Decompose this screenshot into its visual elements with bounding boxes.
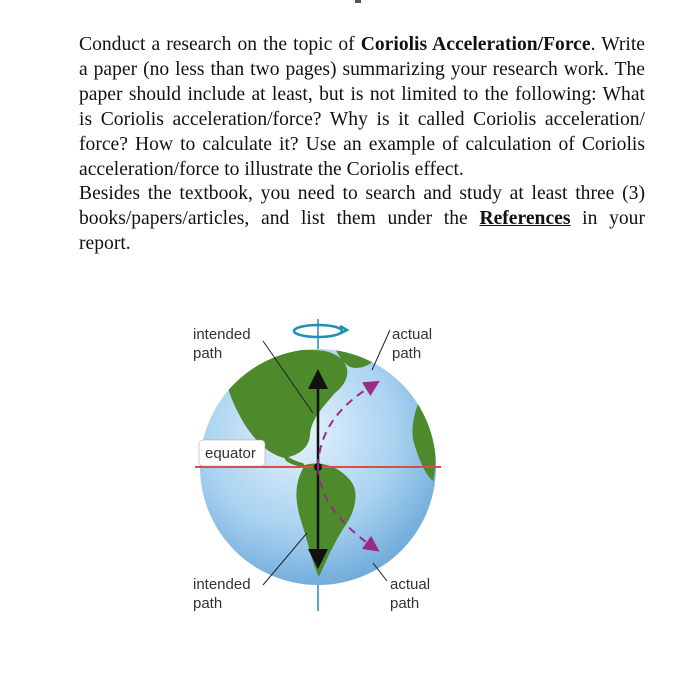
references-intro: Besides the textbook, you need to search and study at least three (3) books/papers/articles, and list them under the: [79, 183, 645, 230]
assignment-text: [79, 33, 645, 257]
label-actual-top: actual path: [392, 326, 433, 362]
coriolis-figure: [185, 315, 450, 620]
label-intended-bottom: intended path: [193, 576, 251, 612]
label-intended-top: intended path: [193, 326, 251, 362]
label-actual-bottom: actual path: [390, 576, 431, 612]
page-top-fragment: [355, 0, 361, 3]
topic-title: Coriolis Acceleration/Force: [360, 34, 591, 55]
paragraph-instructions: [79, 33, 645, 182]
instructions-intro: Conduct a research on the topic of: [79, 34, 361, 55]
references-tail: in your report.: [79, 208, 646, 255]
paragraph-references: [79, 182, 645, 257]
leader-actual-top: [372, 330, 390, 370]
instructions-body: . Write a paper (no less than two pages) summarizing your research work. The paper should include at least, but is not limited to the following: What is Coriolis acceleration/force? Why is it called Coriolis acceleration/ force? How to calculate it? Use an example of calculation of Coriolis acceleration/force to illustrate the Coriolis effect.: [79, 34, 646, 180]
label-equator: equator: [205, 445, 256, 462]
references-keyword: References: [479, 208, 571, 230]
